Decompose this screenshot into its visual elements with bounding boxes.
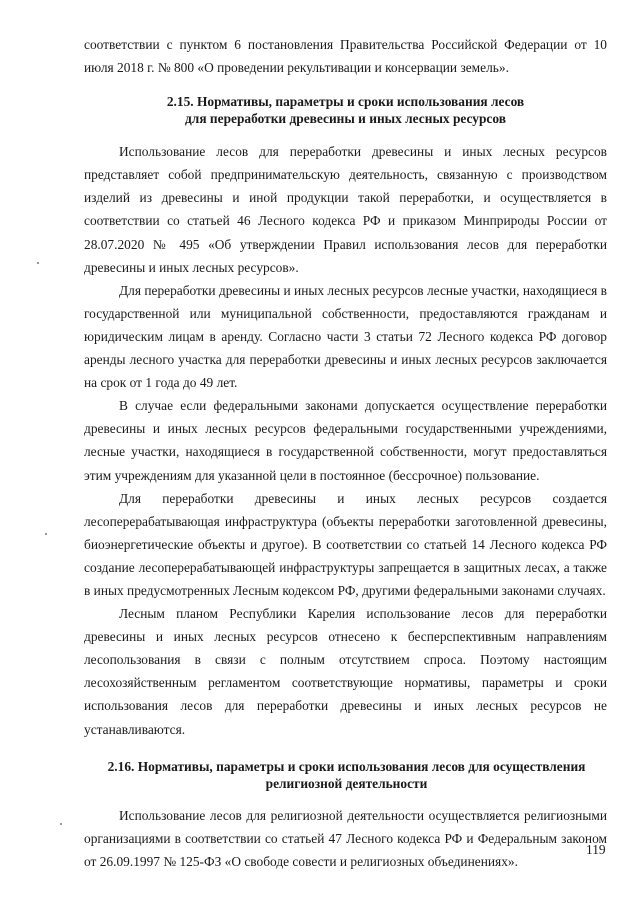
page-number: 119 xyxy=(586,842,606,857)
scan-speck xyxy=(60,823,62,825)
section-2-15-heading-line-2: для переработки древесины и иных лесных ресурсов xyxy=(185,111,506,127)
intro-paragraph: соответствии с пунктом 6 постановления Правительства Российской Федерации от 10 июля 2018 г. № 800 «О проведении рекультивации и консервации земель». xyxy=(84,37,607,76)
page-body xyxy=(84,33,607,873)
section-2-15-heading-line-1: 2.15. Нормативы, параметры и сроки использования лесов xyxy=(166,94,525,110)
section-2-15-paragraph-3: В случае если федеральными законами допускается осуществление переработки древесины и иных лесных ресурсов федеральными государственными учреждениями, лесные участки, находящиеся в государственной собственности, могут предоставляться этим учреждениям для указанной цели в постоянное (бессрочное) пользование. xyxy=(84,398,607,483)
section-2-15-paragraph-4: Для переработки древесины и иных лесных ресурсов создается лесоперерабатывающая инфраструктура (объекты переработки заготовленной древесины, биоэнергетические объекты и другое). В соответствии со статьей 14 Лесного кодекса РФ создание лесоперерабатывающей инфраструктуры запрещается в защитных лесах, а также в иных предусмотренных Лесным кодексом РФ, другими федеральными законами случаях. xyxy=(84,490,607,598)
section-2-16-heading-line-2: религиозной деятельности xyxy=(265,775,428,791)
scan-speck xyxy=(45,533,47,535)
section-2-15-paragraph-2: Для переработки древесины и иных лесных ресурсов лесные участки, находящиеся в государственной или муниципальной собственности, предоставляются гражданам и юридическим лицам в аренду. Согласно части 3 статьи 72 Лесного кодекса РФ договор аренды лесного участка для переработки древесины и иных лесных ресурсов заключается на срок от 1 года до 49 лет. xyxy=(84,282,607,391)
scan-speck xyxy=(37,262,39,264)
section-2-16-heading-line-1: 2.16. Нормативы, параметры и сроки использования лесов для осуществления xyxy=(107,758,586,774)
section-2-15-paragraph-5: Лесным планом Республики Карелия использование лесов для переработки древесины и иных лесных ресурсов отнесено к бесперспективным направлениям лесопользования в связи с полным отсутствием спроса. Поэтому настоящим лесохозяйственным регламентом соответствующие нормативы, параметры и сроки использования лесов для переработки древесины и иных лесных ресурсов не устанавливаются. xyxy=(84,606,607,737)
section-2-16-heading xyxy=(84,758,607,792)
section-2-15-paragraph-1: Использование лесов для переработки древесины и иных лесных ресурсов представляет собой предпринимательскую деятельность, связанную с производством изделий из древесины и иной продукции такой переработки, и осуществляется в соответствии со статьей 46 Лесного кодекса РФ и приказом Минприроды России от 28.07.2020 № 495 «Об утверждении Правил использования лесов для переработки древесины и иных лесных ресурсов». xyxy=(84,144,607,275)
section-2-16-paragraph-1: Использование лесов для религиозной деятельности осуществляется религиозными организациями в соответствии со статьей 47 Лесного кодекса РФ и Федеральным законом от 26.09.1997 № 125-ФЗ «О свободе совести и религиозных объединениях». xyxy=(84,807,607,869)
section-2-15-heading xyxy=(84,93,607,127)
